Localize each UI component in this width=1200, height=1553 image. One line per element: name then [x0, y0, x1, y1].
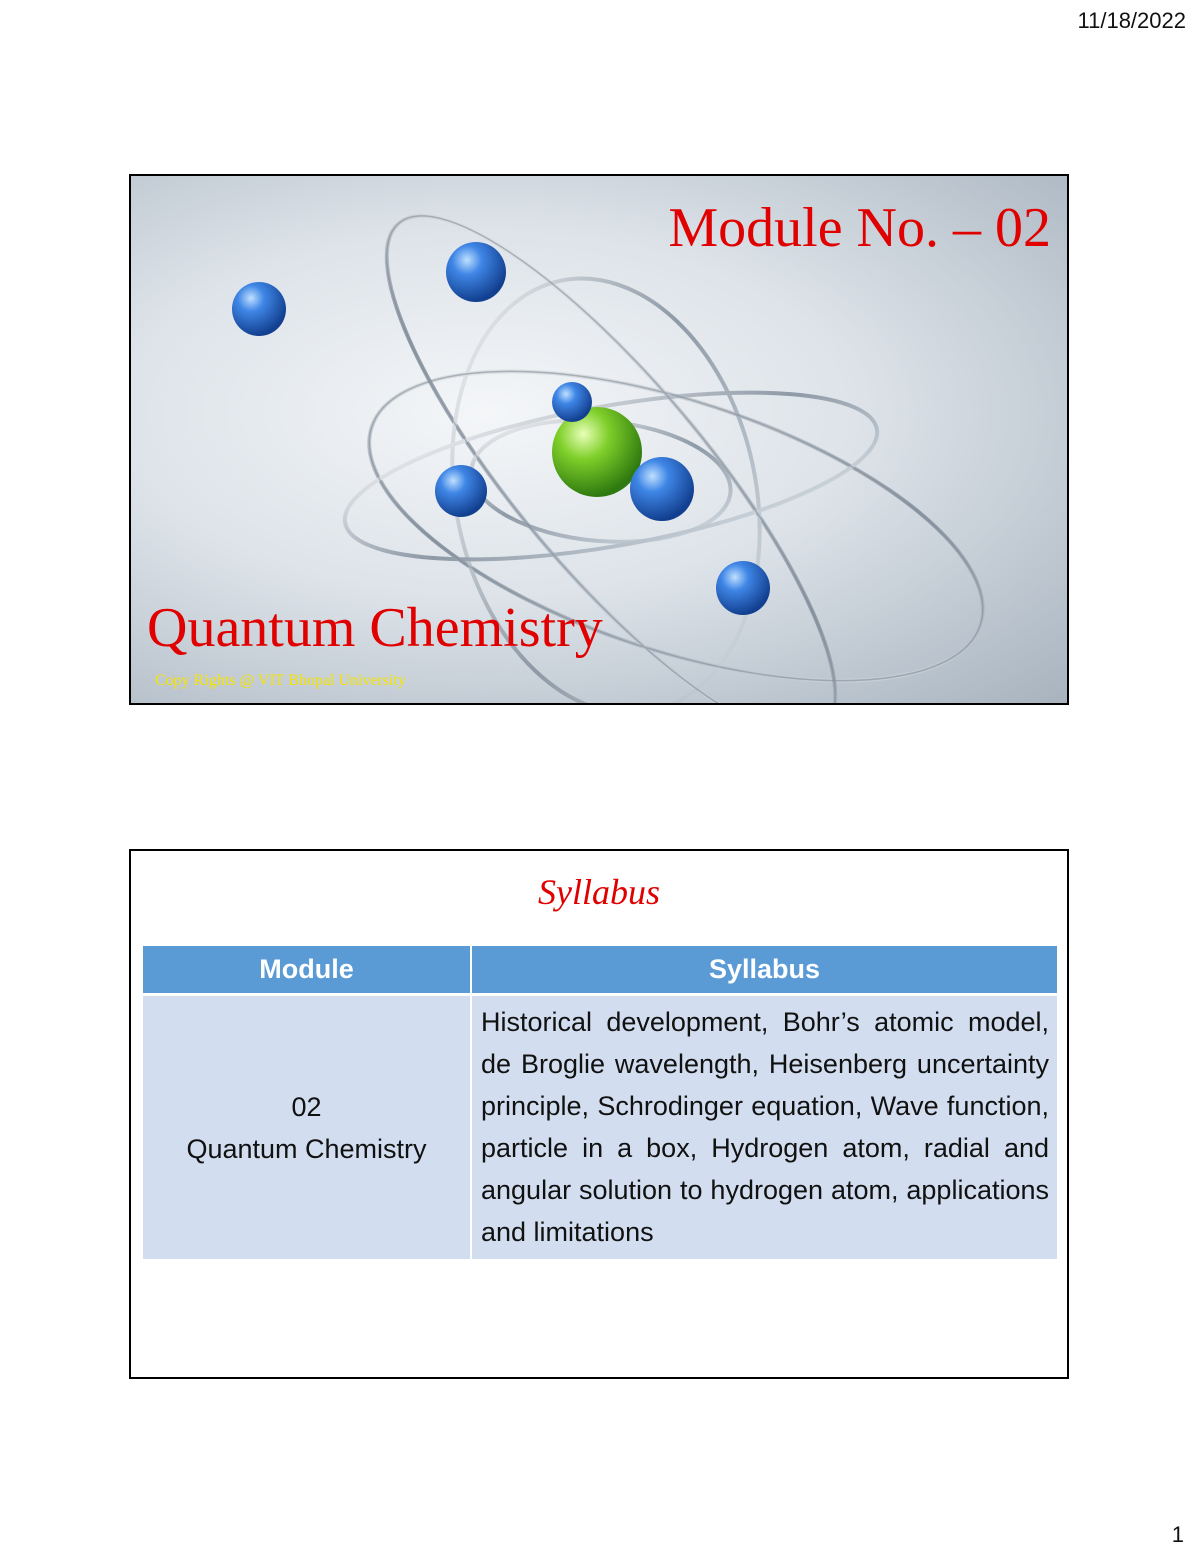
electron — [232, 282, 286, 336]
table-header-row — [143, 946, 1057, 996]
module-number: 02 — [291, 1091, 322, 1122]
electron — [435, 465, 487, 517]
table-row — [143, 996, 1057, 1259]
column-header-syllabus: Syllabus — [472, 946, 1057, 996]
electron — [446, 242, 506, 302]
electron — [716, 561, 770, 615]
electron — [630, 457, 694, 521]
title-slide — [129, 174, 1069, 705]
course-title: Quantum Chemistry — [147, 597, 603, 659]
column-header-module: Module — [143, 946, 472, 996]
page-date: 11/18/2022 — [1077, 8, 1186, 33]
syllabus-cell: Historical development, Bohr’s atomic model, de Broglie wavelength, Heisenberg uncertainty principle, Schrodinger equation, Wave function, particle in a box, Hydrogen atom, radial and angular solution to hydrogen atom, applications and limitations — [472, 996, 1057, 1259]
syllabus-heading: Syllabus — [538, 872, 660, 912]
module-title: Module No. – 02 — [668, 197, 1051, 259]
electron — [552, 382, 592, 422]
module-name: Quantum Chemistry — [186, 1133, 427, 1164]
page-number: 1 — [1171, 1522, 1184, 1547]
module-cell — [143, 996, 472, 1259]
syllabus-slide — [129, 849, 1069, 1379]
copyright-notice: Copy Rights @ VIT Bhopal University — [155, 672, 407, 689]
syllabus-table — [143, 946, 1057, 1259]
